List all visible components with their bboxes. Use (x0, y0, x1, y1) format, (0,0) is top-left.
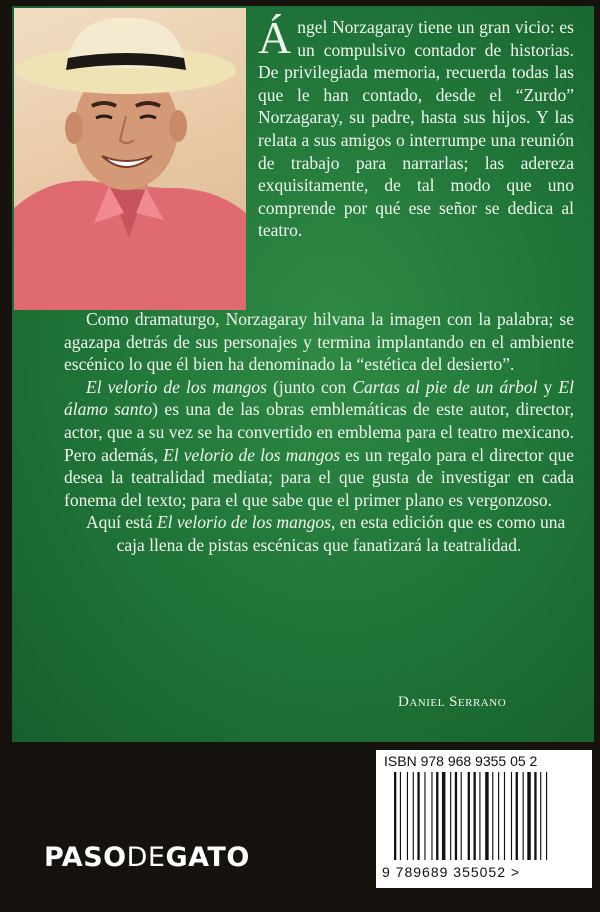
isbn-label: ISBN 978 968 9355 05 2 (384, 753, 538, 769)
p3-run: Cartas al pie de un árbol (352, 376, 538, 397)
p4-run: , en esta edición que es como una caja llena de pistas escénicas que fanatizará la teatralidad. (116, 512, 566, 555)
signature-daniel-serrano: Daniel Serrano (398, 694, 507, 710)
barcode-bar (468, 772, 470, 860)
p4-run: El velorio de los mangos (156, 512, 331, 533)
isbn-digits: 9 789689 355052 > (382, 864, 521, 880)
paragraph-dramaturgy: Como dramaturgo, Norzagaray hilvana la imagen con la palabra; se agazapa detrás de sus personajes y termina implantando en el ambiente escénico lo que él bien ha denominado la “estética del desierto”. (64, 309, 574, 375)
paragraph-work (64, 376, 574, 512)
barcode-bar (413, 772, 414, 860)
barcode-bar (461, 772, 462, 860)
p3-run: ) es una de las obras emblemáticas de este autor, director, actor, que a su vez se ha convertido en emblema para el teatro mexicano. Pero además, (64, 399, 574, 465)
p3-run: y (537, 376, 559, 397)
p3-run: El velorio de los mangos (86, 376, 267, 397)
barcode-bar (474, 772, 476, 860)
barcode-bar (485, 772, 488, 860)
p4-run: Aquí está (86, 512, 157, 533)
logo-gato: GATO (165, 842, 250, 873)
barcode-bar (455, 772, 457, 860)
barcode-graphic (394, 772, 574, 862)
barcode-bar (400, 772, 401, 860)
logo-de: DE (126, 842, 166, 873)
barcode-bar (407, 772, 408, 860)
barcode-bar (442, 772, 445, 860)
p3-run: El álamo santo (64, 376, 574, 420)
drop-cap: Á (258, 12, 292, 63)
barcode-bar (523, 772, 524, 860)
barcode-bar (546, 772, 547, 860)
barcode-bar (511, 772, 512, 860)
logo-paso: PASO (44, 842, 127, 873)
publisher-logo (44, 842, 250, 873)
paragraph-author-intro (64, 12, 574, 308)
barcode-bar (436, 772, 438, 860)
barcode-bar (516, 772, 518, 860)
barcode-bar (534, 772, 536, 860)
barcode-bar (492, 772, 493, 860)
barcode-bar (417, 772, 419, 860)
isbn-barcode-box (376, 750, 592, 888)
barcode-bar (479, 772, 480, 860)
paragraph-1-text: ngel Norzagaray tiene un gran vicio: es un compulsivo contador de historias. De privilegiada memoria, recuerda todas las que le han contado, desde el “Zurdo” Norzagaray, su padre, hasta sus hijos. Y las relata a sus amigos o interrumpe una reunión de trabajo para narrarlas; las adereza exquisitamente, de tal modo que uno comprende por qué ese señor se dedica al teatro. (258, 17, 574, 241)
paragraph-closing (64, 511, 574, 556)
barcode-bar (527, 772, 530, 860)
p3-run: El velorio de los mangos (163, 444, 341, 465)
barcode-bar (394, 772, 396, 860)
barcode-bar (540, 772, 541, 860)
back-cover-text (64, 12, 574, 557)
p3-run: es un regalo para el director que desea la teatralidad mediata; para el que gusta de investigar en cada fonema del texto; para el que sabe que el primer plano es vergonzoso. (64, 444, 574, 510)
barcode-bar (424, 772, 425, 860)
barcode-bar (431, 772, 432, 860)
p3-run: (junto con (266, 376, 353, 397)
barcode-bar (498, 772, 499, 860)
barcode-bar (504, 772, 505, 860)
barcode-bar (450, 772, 451, 860)
